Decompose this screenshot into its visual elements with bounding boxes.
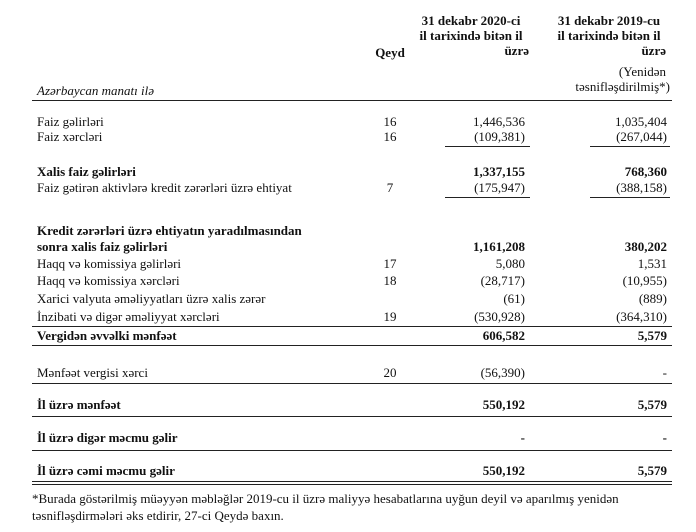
table-row [0,223,696,238]
row-value-2019: 1,035,404 [615,114,667,129]
currency-caption: Azərbaycan manatı ilə [37,83,154,98]
col2-header-line1: 31 dekabr 2019-cu [557,13,661,28]
table-row [0,180,696,195]
row-value-2019: 768,360 [624,164,667,179]
row-label: Kredit zərərləri üzrə ehtiyatın yaradılmasından [37,223,302,238]
col2-header-note [544,64,674,94]
subtotal-rule-2020 [445,146,530,147]
col1-header-line3: üzrə [504,43,529,58]
col2-note-line1: (Yenidən [618,64,666,79]
row-value-2019: - [662,430,667,445]
row-note: 7 [386,180,394,195]
row-value-2020: 550,192 [482,463,525,478]
table-row [0,328,696,343]
row-label: Faiz xərcləri [37,129,103,144]
row-value-2020: 606,582 [482,328,525,343]
col2-note-line2: təsnifləşdirilmiş*) [575,79,670,94]
row-value-2019: 380,202 [624,239,667,254]
col1-header-line2: il tarixində bitən il [419,28,523,43]
row-value-2019: (388,158) [616,180,667,195]
row-value-2020: 1,337,155 [473,164,525,179]
row-note: 17 [383,256,397,271]
row-label: Mənfəət vergisi xərci [37,365,148,380]
total-double-rule [32,481,672,485]
row-label: sonra xalis faiz gəlirləri [37,239,168,254]
table-row [0,164,696,179]
row-value-2020: 1,446,536 [473,114,525,129]
table-row [0,463,696,478]
table-row [0,239,696,254]
table-row [0,129,696,144]
row-value-2019: 5,579 [637,397,667,412]
row-value-2020: (28,717) [480,273,525,288]
row-value-2020: (109,381) [474,129,525,144]
row-label: Xarici valyuta əməliyyatları üzrə xalis zərər [37,291,266,306]
row-label: Haqq və komissiya gəlirləri [37,256,182,271]
row-value-2019: - [662,365,667,380]
row-value-2019: (889) [638,291,667,306]
subtotal-rule-2019 [590,146,670,147]
table-row [0,291,696,306]
row-note: 19 [383,309,397,324]
col1-header-line1: 31 dekabr 2020-ci [421,13,521,28]
row-value-2020: 1,161,208 [473,239,525,254]
subtotal-rule-2020 [445,197,530,198]
row-value-2020: 550,192 [482,397,525,412]
row-note: 16 [383,129,397,144]
footnote: *Burada göstərilmiş müəyyən məbləğlər 2019-cu il üzrə maliyyə hesabatlarına uyğun deyil və aparılmış yenidən təsnifləşdirmələri əks etdirir, 27-ci Qeydə baxın. [32,491,619,523]
table-row [0,309,696,324]
row-value-2020: 5,080 [495,256,525,271]
pretax-rule-bottom [32,345,672,346]
col1-header [405,13,537,58]
row-label: Xalis faiz gəlirləri [37,164,136,179]
row-value-2020: (530,928) [474,309,525,324]
row-label: İl üzrə digər məcmu gəlir [37,430,178,445]
row-label: Faiz gətirən aktivlərə kredit zərərləri üzrə ehtiyat [37,180,292,195]
row-value-2019: 5,579 [637,463,667,478]
table-row [0,430,696,445]
subtotal-rule-2019 [590,197,670,198]
header-rule [32,100,672,101]
row-note: 16 [383,114,397,129]
row-value-2019: (267,044) [616,129,667,144]
row-label: İnzibati və digər əməliyyat xərcləri [37,309,220,324]
pretax-rule [32,326,672,327]
row-label: İl üzrə mənfəət [37,397,121,412]
row-label: Haqq və komissiya xərcləri [37,273,180,288]
col2-header [544,13,674,58]
row-value-2019: (10,955) [622,273,667,288]
row-label: Faiz gəlirləri [37,114,104,129]
row-value-2020: (61) [503,291,525,306]
profit-rule [32,416,672,417]
row-value-2020: (56,390) [480,365,525,380]
row-label: İl üzrə cəmi məcmu gəlir [37,463,175,478]
row-value-2019: 5,579 [637,328,667,343]
row-value-2020: - [520,430,525,445]
table-row [0,365,696,380]
table-row [0,273,696,288]
tax-rule [32,383,672,384]
col2-header-line3: üzrə [641,43,666,58]
table-row [0,114,696,129]
table-row [0,397,696,412]
table-row [0,256,696,271]
row-note: 18 [383,273,397,288]
row-value-2020: (175,947) [474,180,525,195]
row-value-2019: 1,531 [637,256,667,271]
row-value-2019: (364,310) [616,309,667,324]
oci-rule [32,450,672,451]
row-note: 20 [383,365,397,380]
note-column-header: Qeyd [375,45,405,60]
row-label: Vergidən əvvəlki mənfəət [37,328,177,343]
col2-header-line2: il tarixində bitən il [557,28,661,43]
